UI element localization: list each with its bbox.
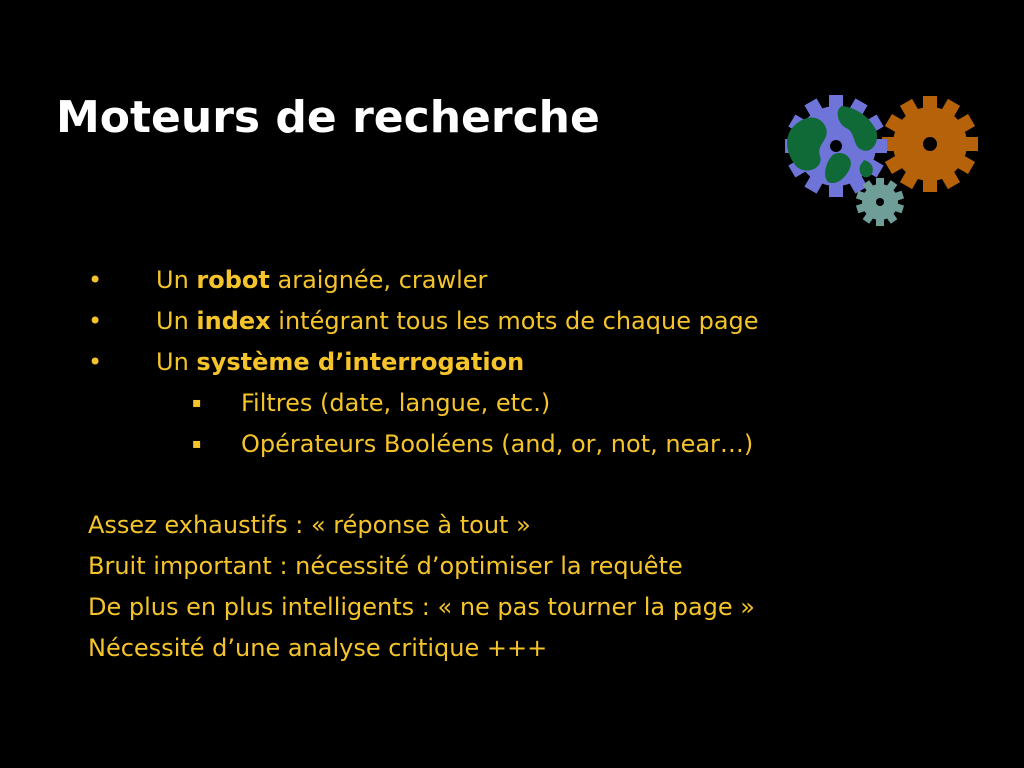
bullet-list [88,262,968,467]
slide-title: Moteurs de recherche [56,92,600,143]
note-line: Nécessité d’une analyse critique +++ [88,634,548,662]
bullet-rest: intégrant tous les mots de chaque page [270,307,759,335]
note-line: Bruit important : nécessité d’optimiser la requête [88,552,683,580]
gears-icon [780,88,990,238]
bullet-marker: • [88,348,103,376]
sub-bullet-text: Opérateurs Booléens (and, or, not, near…) [241,430,754,458]
bullet-prefix: Un [156,266,197,294]
bullet-item [88,344,968,385]
bullet-rest: araignée, crawler [269,266,488,294]
sub-bullet-marker: ▪ [192,395,202,411]
bullet-text [156,303,759,339]
bullet-keyword: index [196,307,271,335]
bullet-prefix: Un [156,348,197,376]
sub-bullet-item [88,426,968,467]
bullet-marker: • [88,266,103,294]
bullet-text [156,344,524,380]
note-line: De plus en plus intelligents : « ne pas tourner la page » [88,593,755,621]
teal-gear-icon [856,178,904,226]
bullet-item [88,303,968,344]
bullet-marker: • [88,307,103,335]
bullet-keyword: système d’interrogation [196,348,525,376]
sub-bullet-marker: ▪ [192,436,202,452]
bullet-prefix: Un [156,307,197,335]
globe-gear-icon [785,95,887,197]
bullet-item [88,262,968,303]
bullet-text [156,262,487,298]
sub-bullet-item [88,385,968,426]
notes-list [88,506,988,670]
sub-bullet-text: Filtres (date, langue, etc.) [241,389,551,417]
note-line: Assez exhaustifs : « réponse à tout » [88,511,531,539]
bullet-keyword: robot [196,266,270,294]
orange-gear-icon [882,96,978,192]
